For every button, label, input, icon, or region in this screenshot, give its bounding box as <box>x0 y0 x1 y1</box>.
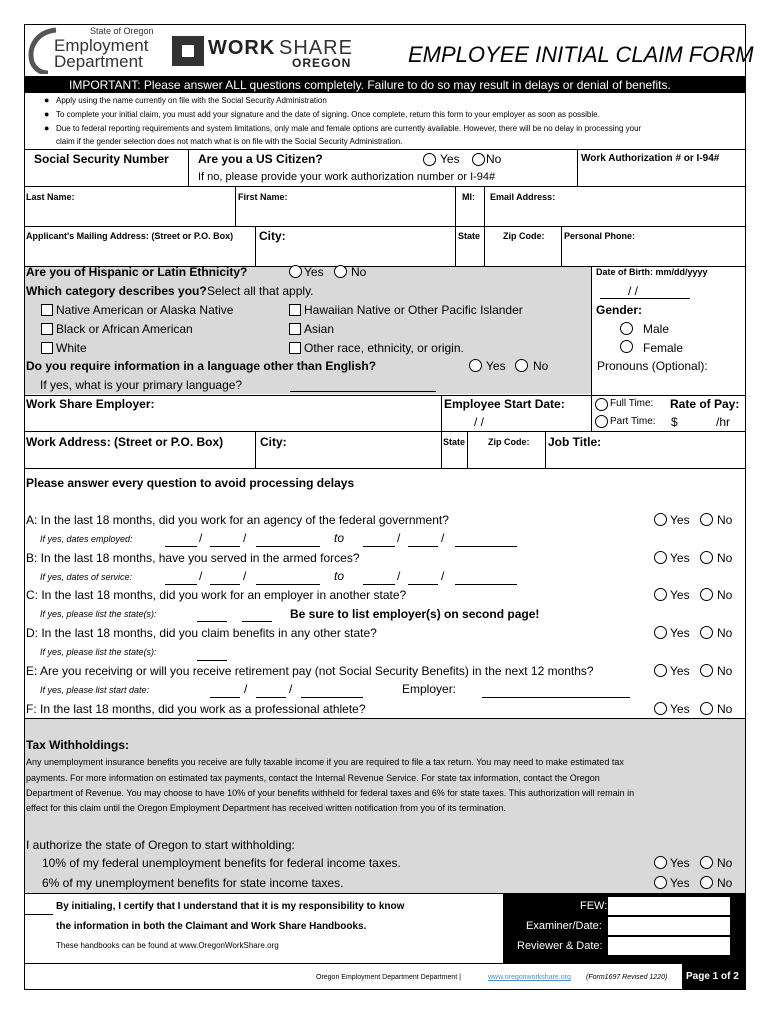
gender-female-label: Female <box>643 341 684 355</box>
work-auth-label: Work Authorization # or I-94# <box>581 153 720 164</box>
tax-state-no-label: No <box>717 876 733 890</box>
question-b-yes-radio[interactable] <box>654 551 667 564</box>
tax-paragraph-4: effect for this claim until the Oregon Employment Department has received written notification from you of its termination. <box>26 803 507 813</box>
hispanic-no-label: No <box>351 265 367 279</box>
question-a-to: to <box>334 531 345 545</box>
tax-authorize: I authorize the state of Oregon to start withholding: <box>26 838 295 852</box>
citizen-label: Are you a US Citizen? <box>198 152 323 166</box>
category-sub: Select all that apply. <box>207 284 314 298</box>
pronouns-label: Pronouns (Optional): <box>597 359 708 373</box>
tax-paragraph-2: payments. For more information on estimated tax payments, contact the Internal Revenue Service. For state tax information, contact the Oregon <box>26 773 600 783</box>
question-c-yes-label: Yes <box>670 588 690 602</box>
tax-federal-no-radio[interactable] <box>700 856 713 869</box>
question-f-no-label: No <box>717 702 733 716</box>
state-label: State <box>458 231 481 241</box>
full-time-label: Full Time: <box>610 398 654 409</box>
question-d: D: In the last 18 months, did you claim benefits in any other state? <box>26 626 377 640</box>
question-f-yes-radio[interactable] <box>654 702 667 715</box>
question-a-no-radio[interactable] <box>700 513 713 526</box>
citizen-no-label: No <box>486 152 502 166</box>
first-name-label: First Name: <box>238 192 288 202</box>
questions-intro: Please answer every question to avoid processing delays <box>26 476 355 490</box>
language-question: Do you require information in a language other than English? <box>26 359 377 373</box>
bullet-3-cont: claim if the gender selection does not match what is on file with the Social Security Administration. <box>56 137 403 146</box>
question-d-sub: If yes, please list the state(s): <box>40 647 157 657</box>
language-input[interactable] <box>290 391 436 392</box>
few-field[interactable] <box>608 897 730 915</box>
hawaiian-checkbox[interactable] <box>289 304 301 316</box>
tax-state-label: 6% of my unemployment benefits for state income taxes. <box>42 876 344 890</box>
work-state-label: State <box>443 437 466 447</box>
question-c-sub: If yes, please list the state(s): <box>40 609 157 619</box>
question-e-yes-radio[interactable] <box>654 664 667 677</box>
oed-logo-line1: Employment <box>54 36 149 55</box>
question-a-yes-label: Yes <box>670 513 690 527</box>
hispanic-question: Are you of Hispanic or Latin Ethnicity? <box>26 265 248 279</box>
bullet-dot: ● <box>44 123 50 133</box>
important-text: IMPORTANT: Please answer ALL questions completely. Failure to do so may result in delays or denial of benefits. <box>69 78 671 92</box>
other-race-label: Other race, ethnicity, or origin. <box>304 341 464 355</box>
bullet-3: Due to federal reporting requirements and system limitations, only male and female options are currently available. However, there will be no delay in processing your <box>56 124 642 133</box>
workshare-logo-share: SHARE <box>279 37 353 59</box>
tax-federal-no-label: No <box>717 856 733 870</box>
full-time-radio[interactable] <box>595 398 608 411</box>
question-e-employer-input[interactable] <box>482 697 630 698</box>
work-city-label: City: <box>260 435 287 449</box>
native-label: Native American or Alaska Native <box>56 303 234 317</box>
question-a: A: In the last 18 months, did you work for an agency of the federal government? <box>26 513 449 527</box>
page-number: Page 1 of 2 <box>686 971 739 982</box>
gender-female-radio[interactable] <box>620 340 633 353</box>
question-b-no-label: No <box>717 551 733 565</box>
zip-label: Zip Code: <box>503 231 545 241</box>
hispanic-no-radio[interactable] <box>334 265 347 278</box>
ssn-field[interactable] <box>25 168 187 185</box>
question-c-no-label: No <box>717 588 733 602</box>
tax-state-yes-label: Yes <box>670 876 690 890</box>
question-f-yes-label: Yes <box>670 702 690 716</box>
language-yes-label: Yes <box>486 359 506 373</box>
question-b-no-radio[interactable] <box>700 551 713 564</box>
question-d-no-radio[interactable] <box>700 626 713 639</box>
rate-of-pay-label: Rate of Pay: <box>670 397 740 411</box>
language-no-label: No <box>533 359 549 373</box>
tax-state-no-radio[interactable] <box>700 876 713 889</box>
question-e-employer-label: Employer: <box>402 682 457 696</box>
dob-label: Date of Birth: mm/dd/yyyy <box>596 267 708 277</box>
tax-title: Tax Withholdings: <box>26 738 129 752</box>
footer-dept: Oregon Employment Department Department | <box>316 974 461 981</box>
language-yes-radio[interactable] <box>469 359 482 372</box>
oed-logo-line2: Department <box>54 52 143 71</box>
reviewer-field[interactable] <box>608 937 730 955</box>
language-if-yes: If yes, what is your primary language? <box>40 378 243 392</box>
question-c-state-2[interactable] <box>242 621 272 622</box>
start-date-field[interactable]: / / <box>474 415 485 429</box>
gender-male-label: Male <box>643 322 670 336</box>
phone-label: Personal Phone: <box>564 231 636 241</box>
part-time-label: Part Time: <box>610 416 656 427</box>
question-d-state-1[interactable] <box>197 660 227 661</box>
question-f-no-radio[interactable] <box>700 702 713 715</box>
tax-paragraph-3: Department of Revenue. You may choose to have 10% of your benefits withheld for federal taxes and 6% for state taxes. This authorization will remain in <box>26 788 635 798</box>
citizen-no-radio[interactable] <box>472 153 485 166</box>
question-b-sub: If yes, dates of service: <box>40 572 133 582</box>
footer-form: (Form1697 Revised 1220) <box>586 974 668 981</box>
footer-url[interactable]: www.oregonworkshare.org <box>488 974 571 981</box>
other-race-checkbox[interactable] <box>289 342 301 354</box>
work-zip-label: Zip Code: <box>488 437 530 447</box>
question-e-no-radio[interactable] <box>700 664 713 677</box>
white-label: White <box>56 341 87 355</box>
workshare-logo-oregon: OREGON <box>292 56 352 70</box>
email-label: Email Address: <box>490 192 556 202</box>
tax-state-yes-radio[interactable] <box>654 876 667 889</box>
question-e-no-label: No <box>717 664 733 678</box>
question-d-no-label: No <box>717 626 733 640</box>
asian-label: Asian <box>304 322 335 336</box>
citizen-yes-label: Yes <box>440 152 460 166</box>
ssn-label: Social Security Number <box>34 152 169 166</box>
tax-federal-label: 10% of my federal unemployment benefits for federal income taxes. <box>42 856 401 870</box>
city-label: City: <box>259 229 286 243</box>
bullet-2: To complete your initial claim, you must add your signature and the date of signing. Once complete, return this form to your employer as soon as possible. <box>56 110 600 119</box>
native-checkbox[interactable] <box>41 304 53 316</box>
question-d-yes-radio[interactable] <box>654 626 667 639</box>
job-title-label: Job Title: <box>548 435 602 449</box>
gender-label: Gender: <box>596 303 643 317</box>
bullet-dot: ● <box>44 109 50 119</box>
question-e-sub: If yes, please list start date: <box>40 685 150 695</box>
question-a-no-label: No <box>717 513 733 527</box>
start-date-label: Employee Start Date: <box>444 397 565 411</box>
gender-male-radio[interactable] <box>620 322 633 335</box>
question-a-yes-radio[interactable] <box>654 513 667 526</box>
mi-label: MI: <box>462 192 475 202</box>
question-c: C: In the last 18 months, did you work for an employer in another state? <box>26 588 407 602</box>
question-b-yes-label: Yes <box>670 551 690 565</box>
question-c-yes-radio[interactable] <box>654 588 667 601</box>
tax-paragraph-1: Any unemployment insurance benefits you receive are fully taxable income if you are required to file a tax return. You may need to make estimated tax <box>26 757 624 767</box>
few-label: FEW: <box>580 900 608 912</box>
question-b-to: to <box>334 569 345 583</box>
examiner-field[interactable] <box>608 917 730 935</box>
last-name-label: Last Name: <box>26 192 75 202</box>
certify-line-2: the information in both the Claimant and Work Share Handbooks. <box>56 921 367 932</box>
citizen-if-no: If no, please provide your work authorization number or I-94# <box>198 171 496 183</box>
workshare-logo-work: WORK <box>208 37 276 59</box>
question-b: B: In the last 18 months, have you served in the armed forces? <box>26 551 360 565</box>
rate-hr: /hr <box>716 415 731 429</box>
certify-line-3: These handbooks can be found at www.OregonWorkShare.org <box>56 941 279 950</box>
hispanic-yes-label: Yes <box>304 265 324 279</box>
question-c-state-1[interactable] <box>197 621 227 622</box>
citizen-yes-radio[interactable] <box>423 153 436 166</box>
work-address-label: Work Address: (Street or P.O. Box) <box>26 435 224 449</box>
rate-dollar: $ <box>671 415 678 429</box>
category-question: Which category describes you? <box>26 284 207 298</box>
part-time-radio[interactable] <box>595 415 608 428</box>
hispanic-yes-radio[interactable] <box>289 265 302 278</box>
question-c-no-radio[interactable] <box>700 588 713 601</box>
initial-field[interactable] <box>25 914 53 915</box>
language-no-radio[interactable] <box>515 359 528 372</box>
ws-employer-label: Work Share Employer: <box>26 397 155 411</box>
question-e: E: Are you receiving or will you receive retirement pay (not Social Security Benefits) in the next 12 months? <box>26 664 594 678</box>
form-title: EMPLOYEE INITIAL CLAIM FORM <box>408 42 754 67</box>
mailing-address-label: Applicant's Mailing Address: (Street or P.O. Box) <box>26 231 234 241</box>
question-d-yes-label: Yes <box>670 626 690 640</box>
tax-federal-yes-radio[interactable] <box>654 856 667 869</box>
certify-line-1: By initialing, I certify that I understand that it is my responsibility to know <box>56 901 405 912</box>
bullet-dot: ● <box>44 95 50 105</box>
reviewer-label: Reviewer & Date: <box>517 940 603 952</box>
white-checkbox[interactable] <box>41 342 53 354</box>
question-e-yes-label: Yes <box>670 664 690 678</box>
oed-logo-state: State of Oregon <box>90 26 154 36</box>
black-label: Black or African American <box>56 322 193 336</box>
hawaiian-label: Hawaiian Native or Other Pacific Islander <box>304 303 523 317</box>
black-checkbox[interactable] <box>41 323 53 335</box>
question-a-sub: If yes, dates employed: <box>40 534 133 544</box>
tax-federal-yes-label: Yes <box>670 856 690 870</box>
asian-checkbox[interactable] <box>289 323 301 335</box>
question-f: F: In the last 18 months, did you work as a professional athlete? <box>26 702 366 716</box>
examiner-label: Examiner/Date: <box>526 920 602 932</box>
question-c-note: Be sure to list employer(s) on second page! <box>290 607 540 621</box>
bullet-1: Apply using the name currently on file with the Social Security Administration <box>56 96 327 105</box>
dob-field[interactable]: / / <box>628 284 639 298</box>
